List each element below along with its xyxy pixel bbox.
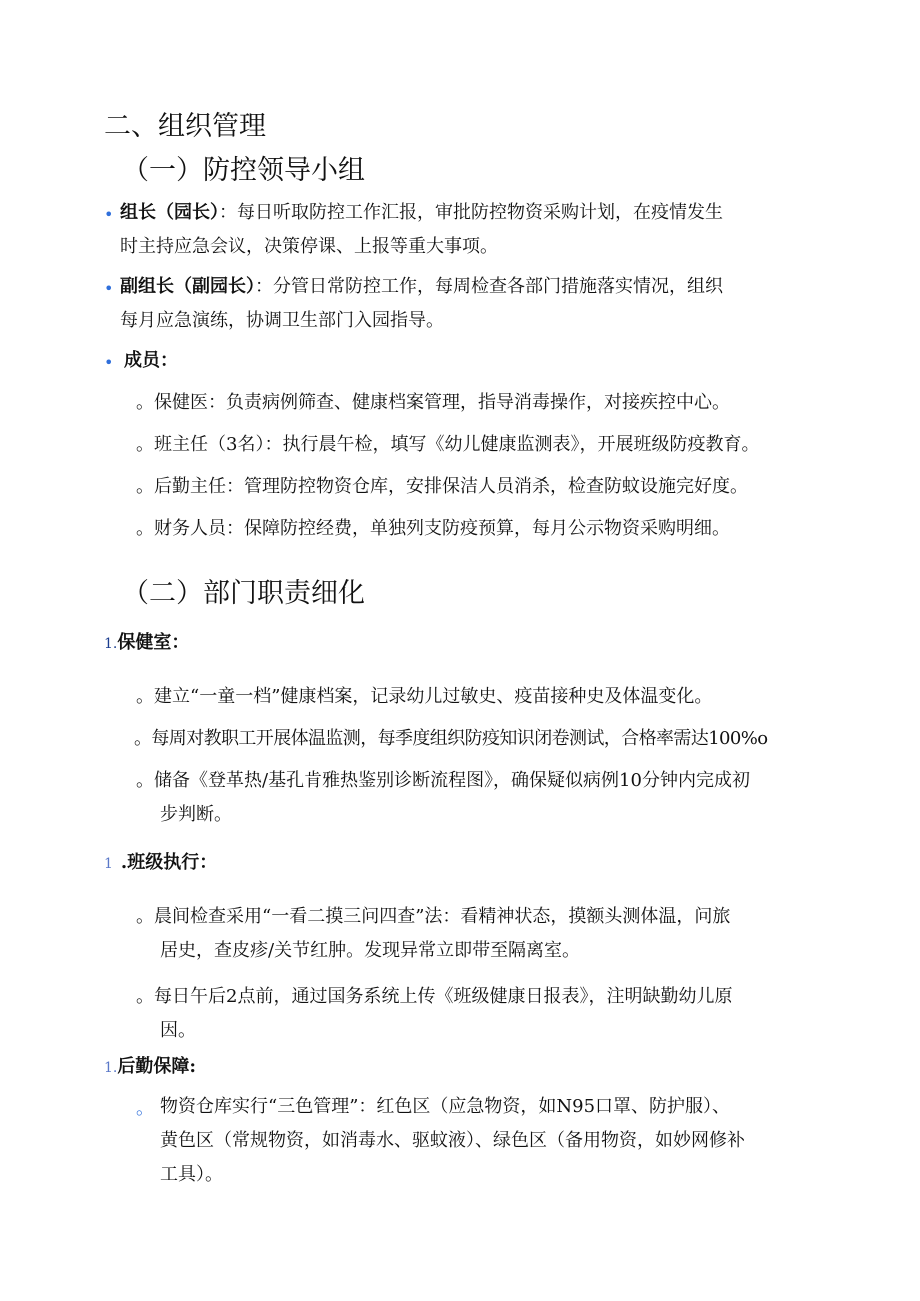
class-exec-item-1-cont: 居史，查皮疹/关节红肿。发现异常立即带至隔离室。 <box>160 940 581 961</box>
class-exec-label: .班级执行： <box>120 852 218 873</box>
subsection-title-2: （二）部门职责细化 <box>122 578 365 609</box>
member-item: 。保健医：负责病例筛查、健康档案管理，指导消毒操作，对接疾控中心。 <box>136 392 730 413</box>
health-room-item-2: 。每周对教职工开展体温监测，每季度组织防疫知识闭卷测试，合格率需达100%o <box>134 728 768 749</box>
list-number: 1. <box>104 1060 118 1076</box>
logistics-line-2: 黄色区（常规物资，如消毒水、驱蚊液）、绿色区（备用物资，如妙网修补 <box>160 1130 745 1151</box>
health-room-item-3: 。储备《登革热/基孔肯雅热鉴别诊断流程图》，确保疑似病例10分钟内完成初 <box>136 770 750 791</box>
subsection-title-1: （一）防控领导小组 <box>122 155 365 186</box>
leader-line-1 <box>120 196 723 230</box>
bullet-icon: • <box>104 205 114 224</box>
list-number: 1. <box>104 636 118 652</box>
bullet-icon: • <box>104 279 114 298</box>
circle-bullet-icon: 。 <box>136 1098 154 1119</box>
member-item: 。财务人员：保障防控经费，单独列支防疫预算，每月公示物资采购明细。 <box>136 518 730 539</box>
deputy-line-1 <box>120 270 723 304</box>
members-label: 成员： <box>124 350 178 371</box>
class-exec-item-2-cont: 因。 <box>160 1020 196 1041</box>
list-number: 1 <box>104 856 113 872</box>
deputy-line-2: 每月应急演练，协调卫生部门入园指导。 <box>120 310 444 331</box>
leader-line-2: 时主持应急会议，决策停课、上报等重大事项。 <box>120 236 498 257</box>
health-room-item-3-cont: 步判断。 <box>160 804 232 825</box>
deputy-text-1: ：分管日常防控工作，每周检查各部门措施落实情况，组织 <box>255 276 723 297</box>
deputy-label: 副组长（副园长） <box>120 276 255 297</box>
health-room-heading <box>104 626 189 661</box>
logistics-label: 后勤保障: <box>117 1056 197 1077</box>
bullet-icon: • <box>104 353 114 372</box>
leader-text-1: ：每日听取防控工作汇报，审批防控物资采购计划，在疫情发生 <box>219 202 723 223</box>
class-exec-item-2: 。每日午后2点前，通过国务系统上传《班级健康日报表》，注明缺勤幼儿原 <box>136 986 733 1007</box>
class-exec-item-1: 。晨间检查采用“一看二摸三问四查”法：看精神状态，摸额头测体温，问旅 <box>136 906 731 927</box>
class-exec-heading <box>104 846 217 881</box>
section-title: 二、组织管理 <box>104 111 266 142</box>
logistics-line-3: 工具）。 <box>160 1164 223 1185</box>
member-item: 。班主任（3名）：执行晨午检，填写《幼儿健康监测表》，开展班级防疫教育。 <box>136 434 760 455</box>
member-item: 。后勤主任：管理防控物资仓库，安排保洁人员消杀，检查防蚊设施完好度。 <box>136 476 748 497</box>
health-room-item-1: 。建立“一童一档”健康档案，记录幼儿过敏史、疫苗接种史及体温变化。 <box>136 686 713 707</box>
logistics-heading <box>104 1050 196 1085</box>
logistics-line-1: 物资仓库实行“三色管理”：红色区（应急物资，如N95口罩、防护服）、 <box>160 1096 731 1117</box>
leader-label: 组长（园长） <box>120 202 219 223</box>
health-room-label: 保健室： <box>117 632 190 653</box>
